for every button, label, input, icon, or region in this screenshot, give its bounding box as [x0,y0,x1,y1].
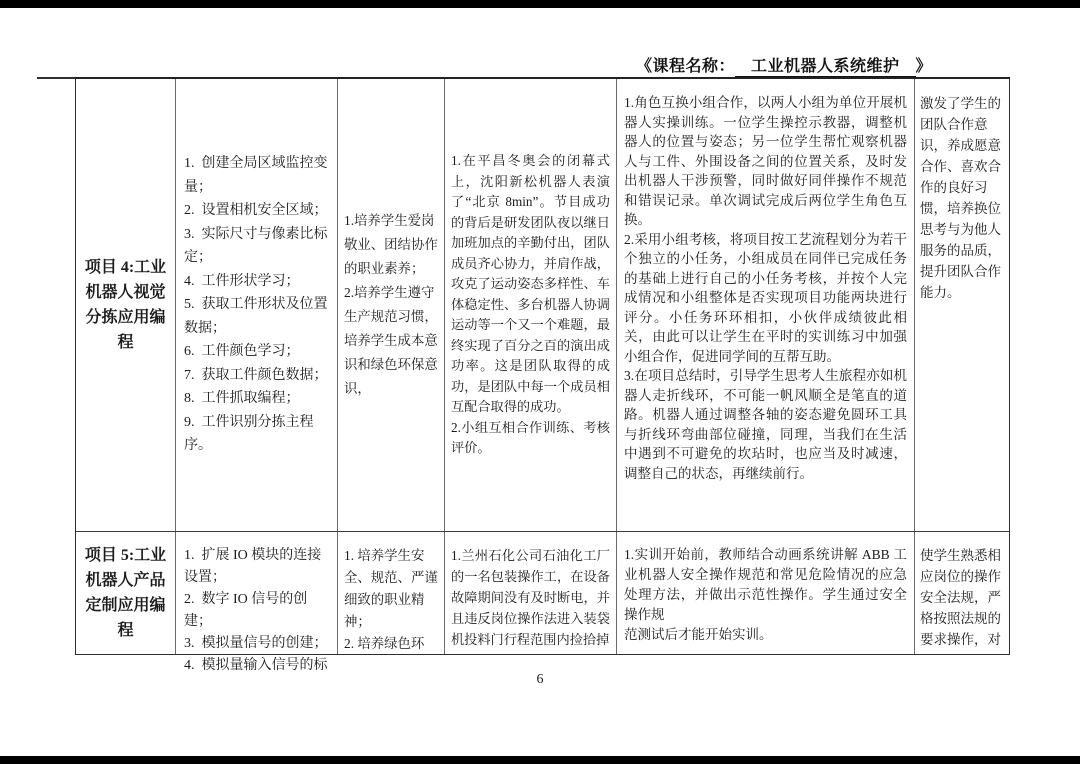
quality-item: 1.培养学生爱岗敬业、团结协作的职业素养； [344,213,438,276]
task-item: 2. 设置相机安全区域； [184,203,328,219]
project-5-quality-cell [338,532,445,654]
implementation-paragraph: 范测试后才能开始实训。 [624,627,773,642]
header-rule-line [37,77,77,79]
table-row-project-4 [76,79,1009,532]
project-5-tasks-cell [176,532,338,673]
outcome-text: 激发了学生的团队合作意识，养成愿意合作、喜欢合作的良好习惯，培养换位思考与为他人服务的品质，提升团队合作能力。 [920,96,1001,300]
quality-item: 2.培养学生遵守生产规范习惯，培养学生成本意识和绿色环保意识， [344,285,438,396]
task-item: 4. 工件形状学习； [184,273,300,289]
implementation-paragraph: 2.采用小组考核，将项目按工艺流程划分为若干个独立的小任务，小组成员在同伴已完成任务的基础上进行自己的小任务考核，并按个人完成情况和小组整体是否实现项目功能两块进行评分。小任务环环相扣，小伙伴成绩彼此相关，由此可以让学生在平时的实训练习中加强小组合作，促进同学间的互帮互助。 [624,231,907,364]
table-row-project-5 [76,532,1009,673]
project-4-case-cell [445,79,617,531]
project-5-outcome-cell [915,532,1009,654]
task-item: 3. 实际尺寸与像素比标定； [184,226,328,266]
project-5-title: 项目 5:工业机器人产品定制应用编程 [84,547,167,639]
task-item: 1. 创建全局区域监控变量； [184,156,328,195]
course-table [75,77,1010,673]
project-5-title-cell [76,532,176,654]
project-4-quality-cell [338,79,445,531]
task-item: 7. 获取工件颜色数据； [184,367,328,383]
task-item: 9. 工件识别分拣主程序。 [184,414,314,454]
project-5-case-cell [445,532,617,654]
implementation-paragraph: 1.角色互换小组合作，以两人小组为单位开展机器人实操训练。一位学生操控示教器，调整机器人的位置与姿态；另一位学生帮忙观察机器人与工件、外围设备之间的位置关系，及时发出机器人干涉预警，同时做好同伴操作不规范和错误记录。单次调试完成后两位学生角色互换。 [624,95,907,227]
case-paragraph: 1.在平昌冬奥会的闭幕式上，沈阳新松机器人表演了“北京 8min”。节目成功的背后是研发团队夜以继日加班加点的辛勤付出，团队成员齐心协力，并肩作战，攻克了运动姿态多样性、车体稳定性、多台机器人协调运动等一个又一个难题，最终实现了百分之百的演出成功率。这是团队取得的成功，是团队中每一个成员相互配合取得的成功。 [451,153,610,415]
task-item: 3. 模拟量信号的创建； [184,636,328,651]
project-4-outcome-cell [915,79,1009,531]
implementation-paragraph: 3.在项目总结时，引导学生思考人生旅程亦如机器人走折线环，不可能一帆风顺全是笔直的道路。机器人通过调整各轴的姿态避免圆环工具与折线环弯曲部位碰撞，同理，当我们在生活中遇到不可避免的坎玷时，也应当及时减速，调整自己的状态，再继续前行。 [624,368,907,481]
quality-item: 2. 培养绿色环 [344,636,425,651]
outcome-text: 使学生熟悉相应岗位的操作安全法规，严格按照法规的要求操作，对 [920,548,1001,647]
task-item: 1. 扩展 IO 模块的连接设置； [184,548,322,585]
course-name: 工业机器人系统维护 [735,58,916,78]
scan-artifact-top-bar [0,0,1080,8]
project-4-tasks-cell [176,79,338,531]
task-item: 5. 获取工件形状及位置数据； [184,297,328,336]
project-4-implementation-cell [617,79,915,531]
task-item: 8. 工件抓取编程； [184,391,300,407]
course-title-prefix: 《课程名称： [636,58,736,75]
case-paragraph: 1.兰州石化公司石油化工厂的一名包装操作工，在设备故障期间没有及时断电，并且违反岗位操作法进入装袋机投料门行程范围内捡拾掉 [451,548,610,647]
course-title-suffix: 》 [915,58,933,75]
task-item: 2. 数字 IO 信号的创建； [184,592,308,629]
task-item: 6. 工件颜色学习； [184,344,300,360]
quality-item: 1. 培养学生安全、规范、严谨细致的职业精神； [344,548,438,629]
implementation-paragraph: 1.实训开始前，教师结合动画系统讲解 ABB 工业机器人安全操作规范和常见危险情况的应急处理方法，并做出示范性操作。学生通过安全操作规 [624,547,907,622]
project-4-title: 项目 4:工业机器人视觉分拣应用编程 [84,259,167,351]
case-paragraph: 2.小组互相合作训练、考核评价。 [451,419,610,456]
task-item: 4. 模拟量输入信号的标 [184,658,328,673]
scan-artifact-bottom-bar [0,756,1080,764]
page-number: 6 [536,672,544,687]
project-4-title-cell [76,79,176,531]
document-title [636,53,932,76]
project-5-implementation-cell [617,532,915,654]
